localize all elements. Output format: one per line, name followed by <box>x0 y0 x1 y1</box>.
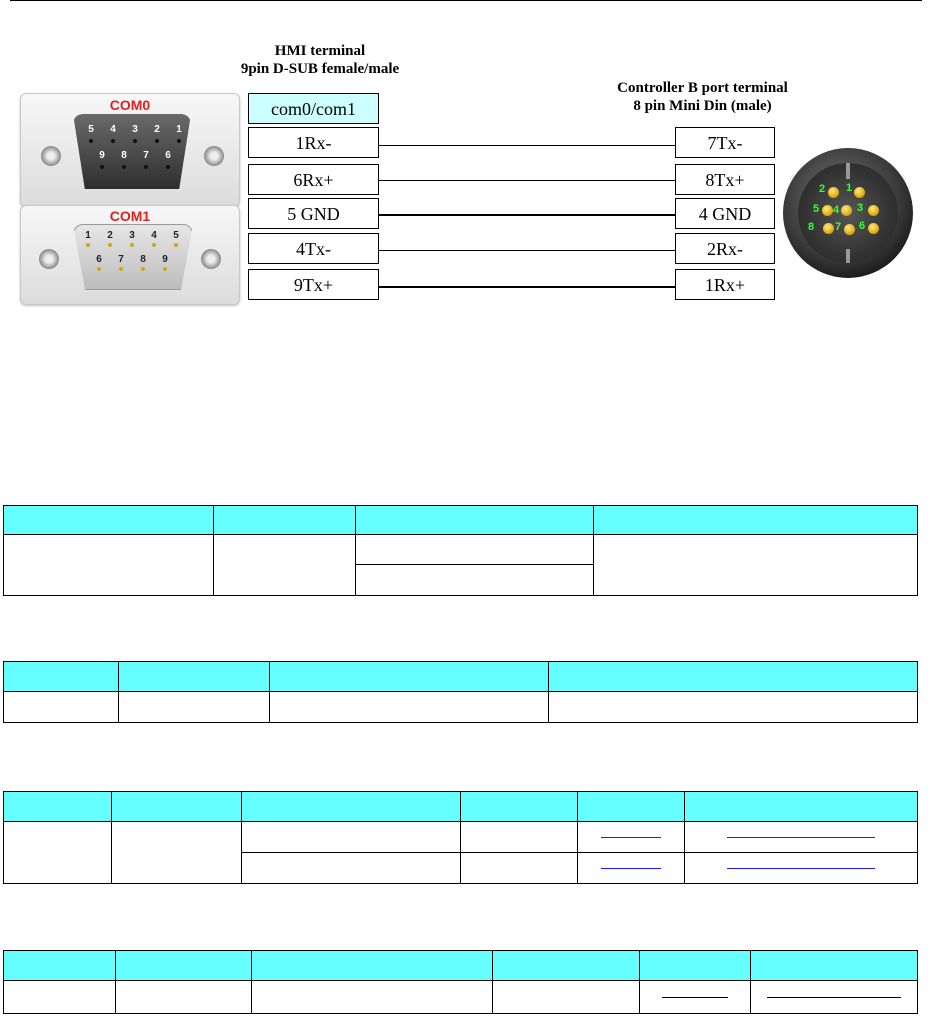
hyperlink[interactable] <box>662 996 728 998</box>
table-header-row <box>4 506 918 535</box>
hmi-pin-box: 1Rx- <box>248 127 379 158</box>
com0-pin-number: 3 <box>132 124 138 135</box>
header-cell <box>356 506 594 535</box>
hmi-heading-line1: HMI terminal <box>274 43 366 59</box>
controller-heading-line1: Controller B port terminal <box>617 80 788 96</box>
wire-line <box>379 145 675 146</box>
pin-dot <box>828 187 839 198</box>
com0-pin-number: 9 <box>99 150 105 161</box>
screw-icon <box>39 249 59 269</box>
pin-dot <box>97 267 101 271</box>
pin-dot <box>822 205 833 216</box>
pin-dot <box>119 267 123 271</box>
table-header-row <box>4 792 918 822</box>
com0-pin-number: 4 <box>110 124 116 135</box>
pin-dot <box>89 139 93 143</box>
header-cell <box>270 662 549 692</box>
com1-pin-number: 6 <box>96 254 102 265</box>
screw-icon <box>204 146 224 166</box>
pin-dot <box>152 243 156 247</box>
com1-pin-number: 9 <box>162 254 168 265</box>
table-cell <box>4 692 119 723</box>
com0-pin-number: 7 <box>143 150 149 161</box>
com1-connector-image <box>20 205 240 305</box>
com0-label: COM0 <box>109 97 151 113</box>
header-cell <box>119 662 270 692</box>
table-cell <box>685 853 918 884</box>
pin-dot <box>100 165 104 169</box>
table-cell <box>112 822 242 884</box>
hyperlink[interactable] <box>767 996 901 998</box>
pin-dot <box>177 139 181 143</box>
table-1 <box>3 505 918 596</box>
hmi-heading-line2: 9pin D-SUB female/male <box>240 61 400 77</box>
header-cell <box>252 951 493 981</box>
table-row <box>4 535 918 565</box>
pin-dot <box>844 224 855 235</box>
table-cell <box>252 981 493 1014</box>
pin-dot <box>155 139 159 143</box>
pin-dot <box>166 165 170 169</box>
table-cell <box>4 822 112 884</box>
pin-dot <box>868 223 879 234</box>
table-cell <box>461 853 578 884</box>
pin-dot <box>174 243 178 247</box>
table-cell <box>356 535 594 565</box>
header-cell <box>549 662 918 692</box>
screw-icon <box>41 146 61 166</box>
header-cell <box>594 506 918 535</box>
header-cell <box>493 951 640 981</box>
header-cell <box>461 792 578 822</box>
pin-dot <box>144 165 148 169</box>
hmi-pin-box: 4Tx- <box>248 233 379 264</box>
controller-pin-box: 4 GND <box>675 198 775 229</box>
table-cell <box>214 535 356 596</box>
table-cell <box>594 535 918 596</box>
header-cell <box>685 792 918 822</box>
table-cell <box>242 853 461 884</box>
hmi-pin-box: 5 GND <box>248 198 379 229</box>
header-cell <box>214 506 356 535</box>
com0-pin-number: 1 <box>176 124 182 135</box>
header-cell <box>116 951 252 981</box>
pin-dot <box>111 139 115 143</box>
top-rule <box>10 0 922 1</box>
minidin-pin-number: 4 <box>833 204 840 216</box>
key-notch <box>846 249 850 263</box>
table-cell <box>685 822 918 853</box>
header-cell <box>4 506 214 535</box>
minidin-face <box>798 163 898 263</box>
com1-pin-number: 8 <box>140 254 146 265</box>
table-cell <box>578 853 685 884</box>
table-cell <box>356 565 594 596</box>
com1-pin-number: 5 <box>173 230 179 241</box>
hmi-pin-box: 6Rx+ <box>248 164 379 195</box>
table-cell <box>270 692 549 723</box>
hmi-terminal-heading <box>225 42 415 78</box>
header-cell <box>242 792 461 822</box>
com0-pin-number: 5 <box>88 124 94 135</box>
table-cell <box>751 981 918 1014</box>
com0-pin-number: 8 <box>121 150 127 161</box>
table-cell <box>549 692 918 723</box>
com1-pin-number: 4 <box>151 230 157 241</box>
key-notch <box>846 163 850 179</box>
pin-dot <box>163 267 167 271</box>
pin-dot <box>868 205 879 216</box>
table-cell <box>493 981 640 1014</box>
header-cell <box>112 792 242 822</box>
hyperlink[interactable] <box>601 867 661 869</box>
hyperlink[interactable] <box>727 836 875 838</box>
table-cell <box>578 822 685 853</box>
minidin-connector-image <box>783 148 913 278</box>
table-2 <box>3 661 918 723</box>
controller-terminal-heading <box>585 79 820 115</box>
pin-dot <box>133 139 137 143</box>
table-row <box>4 692 918 723</box>
pin-dot <box>130 243 134 247</box>
controller-pin-box: 1Rx+ <box>675 269 775 300</box>
header-cell <box>4 951 116 981</box>
table-4 <box>3 950 918 1014</box>
table-cell <box>242 822 461 853</box>
com1-label: COM1 <box>109 208 151 224</box>
table-header-row <box>4 951 918 981</box>
wire-line <box>379 180 675 181</box>
table-cell <box>116 981 252 1014</box>
pin-dot <box>108 243 112 247</box>
pin-dot <box>854 187 865 198</box>
com1-pin-number: 2 <box>107 230 113 241</box>
wire-line <box>379 286 675 288</box>
table-row <box>4 822 918 853</box>
header-cell <box>4 792 112 822</box>
com1-pin-number: 1 <box>85 230 91 241</box>
wire-line <box>379 214 675 216</box>
table-cell <box>119 692 270 723</box>
minidin-pin-number: 3 <box>857 202 864 214</box>
controller-pin-box: 7Tx- <box>675 127 775 158</box>
com0-pin-number: 6 <box>165 150 171 161</box>
table-cell <box>4 981 116 1014</box>
table-row <box>4 981 918 1014</box>
wire-line <box>379 250 675 251</box>
hyperlink[interactable] <box>727 867 875 869</box>
header-cell <box>640 951 751 981</box>
pin-dot <box>141 267 145 271</box>
pin-dot <box>122 165 126 169</box>
com0-pin-number: 2 <box>154 124 160 135</box>
com1-pin-number: 3 <box>129 230 135 241</box>
pin-dot <box>823 223 834 234</box>
hyperlink[interactable] <box>601 836 661 838</box>
controller-heading-line2: 8 pin Mini Din (male) <box>633 98 772 114</box>
pin-dot <box>841 205 852 216</box>
table-cell <box>640 981 751 1014</box>
header-cell <box>578 792 685 822</box>
controller-pin-box: 8Tx+ <box>675 164 775 195</box>
screw-icon <box>201 249 221 269</box>
header-cell <box>751 951 918 981</box>
hmi-pin-box: 9Tx+ <box>248 269 379 300</box>
minidin-pin-number: 5 <box>813 203 820 215</box>
com1-pin-number: 7 <box>118 254 124 265</box>
table-3 <box>3 791 918 884</box>
minidin-pin-number: 7 <box>835 221 842 233</box>
minidin-pin-number: 6 <box>859 220 866 232</box>
minidin-pin-number: 1 <box>846 182 853 194</box>
header-cell <box>4 662 119 692</box>
pin-dot <box>86 243 90 247</box>
controller-pin-box: 2Rx- <box>675 233 775 264</box>
minidin-pin-number: 8 <box>808 221 815 233</box>
hmi-port-header-box: com0/com1 <box>248 93 379 124</box>
com0-connector-image <box>20 93 240 207</box>
table-header-row <box>4 662 918 692</box>
table-cell <box>461 822 578 853</box>
minidin-pin-number: 2 <box>819 183 826 195</box>
table-cell <box>4 535 214 596</box>
